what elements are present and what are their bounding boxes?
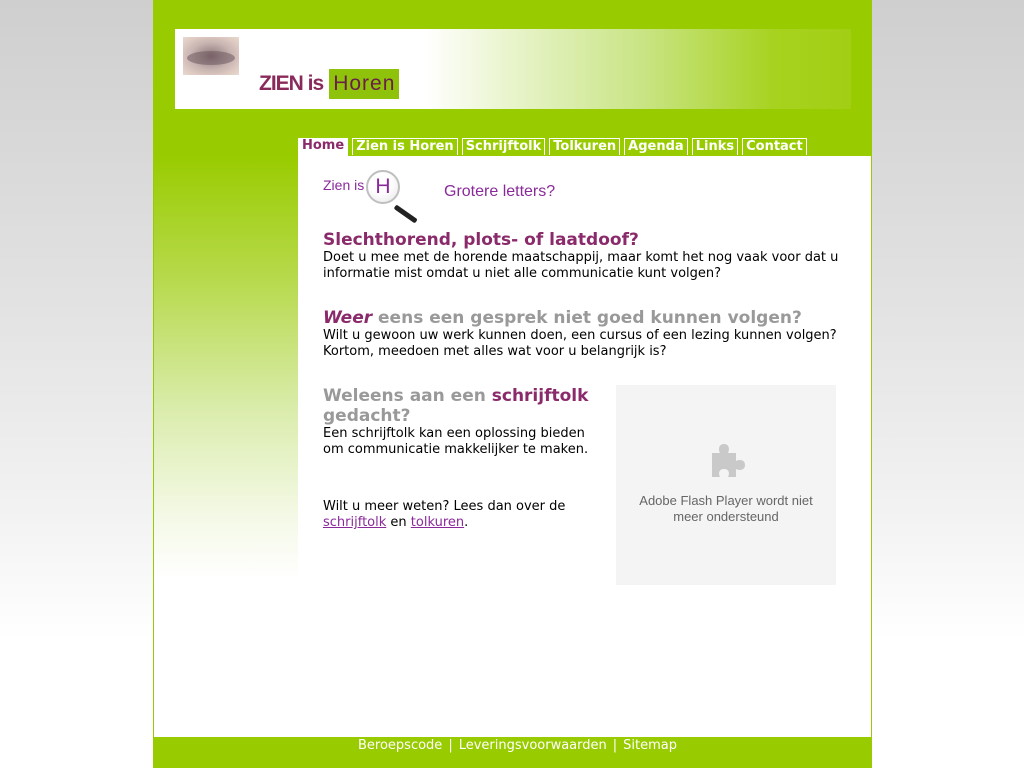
section-heading xyxy=(323,386,603,426)
link-schrijftolk[interactable]: schrijftolk xyxy=(323,515,387,530)
main-content xyxy=(298,156,871,737)
tab-contact[interactable]: Contact xyxy=(742,138,807,155)
section-schrijftolk xyxy=(323,386,603,458)
tab-schrijftolk[interactable]: Schrijftolk xyxy=(462,138,546,155)
section-hearing xyxy=(323,230,843,282)
larger-text-label: Grotere letters? xyxy=(444,183,556,200)
section-text: Doet u mee met de horende maatschappij, maar komt het nog vaak voor dat u informatie mist omdat u niet alle communicatie kunt volgen? xyxy=(323,250,839,281)
page-container xyxy=(153,0,872,768)
heading-rest: eens een gesprek niet goed kunnen volgen? xyxy=(372,308,802,328)
heading-emphasis: Weer xyxy=(323,308,373,328)
site-logo[interactable] xyxy=(259,69,399,99)
heading-part-c: gedacht? xyxy=(323,406,411,426)
tab-links[interactable]: Links xyxy=(692,138,738,155)
footer-link-leveringsvoorwaarden[interactable]: Leveringsvoorwaarden xyxy=(458,738,607,753)
footer-link-beroepscode[interactable]: Beroepscode xyxy=(358,738,443,753)
eye-photo-image xyxy=(183,37,239,75)
zoom-prefix: Zien is xyxy=(323,177,365,193)
section-text: Een schrijftolk kan een oplossing bieden om communicatie makkelijker te maken. xyxy=(323,426,589,457)
more-info-text xyxy=(323,499,603,531)
logo-zien-text: ZIEN is xyxy=(259,72,324,95)
header-banner xyxy=(175,29,851,109)
footer-links xyxy=(358,738,677,753)
footer-separator: | xyxy=(448,738,453,753)
footer-link-sitemap[interactable]: Sitemap xyxy=(623,738,677,753)
more-text-a: Wilt u meer weten? Lees dan over de xyxy=(323,499,566,514)
magnifier-handle xyxy=(394,204,418,223)
section-conversation xyxy=(323,308,843,360)
tab-agenda[interactable]: Agenda xyxy=(624,138,688,155)
main-nav xyxy=(298,138,811,156)
more-text-c: . xyxy=(464,515,469,530)
tab-home[interactable]: Home xyxy=(298,138,348,156)
flash-placeholder xyxy=(616,385,836,585)
footer xyxy=(154,737,871,768)
footer-separator: | xyxy=(612,738,618,753)
section-text: Wilt u gewoon uw werk kunnen doen, een cursus of een lezing kunnen volgen? Kortom, meedoen met alles wat voor u belangrijk is? xyxy=(323,328,837,359)
tab-zien-is-horen[interactable]: Zien is Horen xyxy=(352,138,458,155)
section-heading xyxy=(323,308,843,328)
heading-part-b: schrijftolk xyxy=(491,386,589,406)
more-info xyxy=(323,499,603,531)
tab-tolkuren[interactable]: Tolkuren xyxy=(549,138,620,155)
link-tolkuren[interactable]: tolkuren xyxy=(410,515,465,530)
more-text-b: en xyxy=(386,515,411,530)
logo-horen-text: Horen xyxy=(329,69,399,99)
magnifier-icon: H xyxy=(366,170,400,204)
left-gradient-column xyxy=(154,156,298,580)
section-heading: Slechthorend, plots- of laatdoof? xyxy=(323,230,639,250)
puzzle-icon xyxy=(706,439,748,481)
larger-text-toggle[interactable] xyxy=(323,168,573,218)
flash-message: Adobe Flash Player wordt niet meer ondersteund xyxy=(639,493,813,524)
heading-part-a: Weleens aan een xyxy=(323,386,492,406)
